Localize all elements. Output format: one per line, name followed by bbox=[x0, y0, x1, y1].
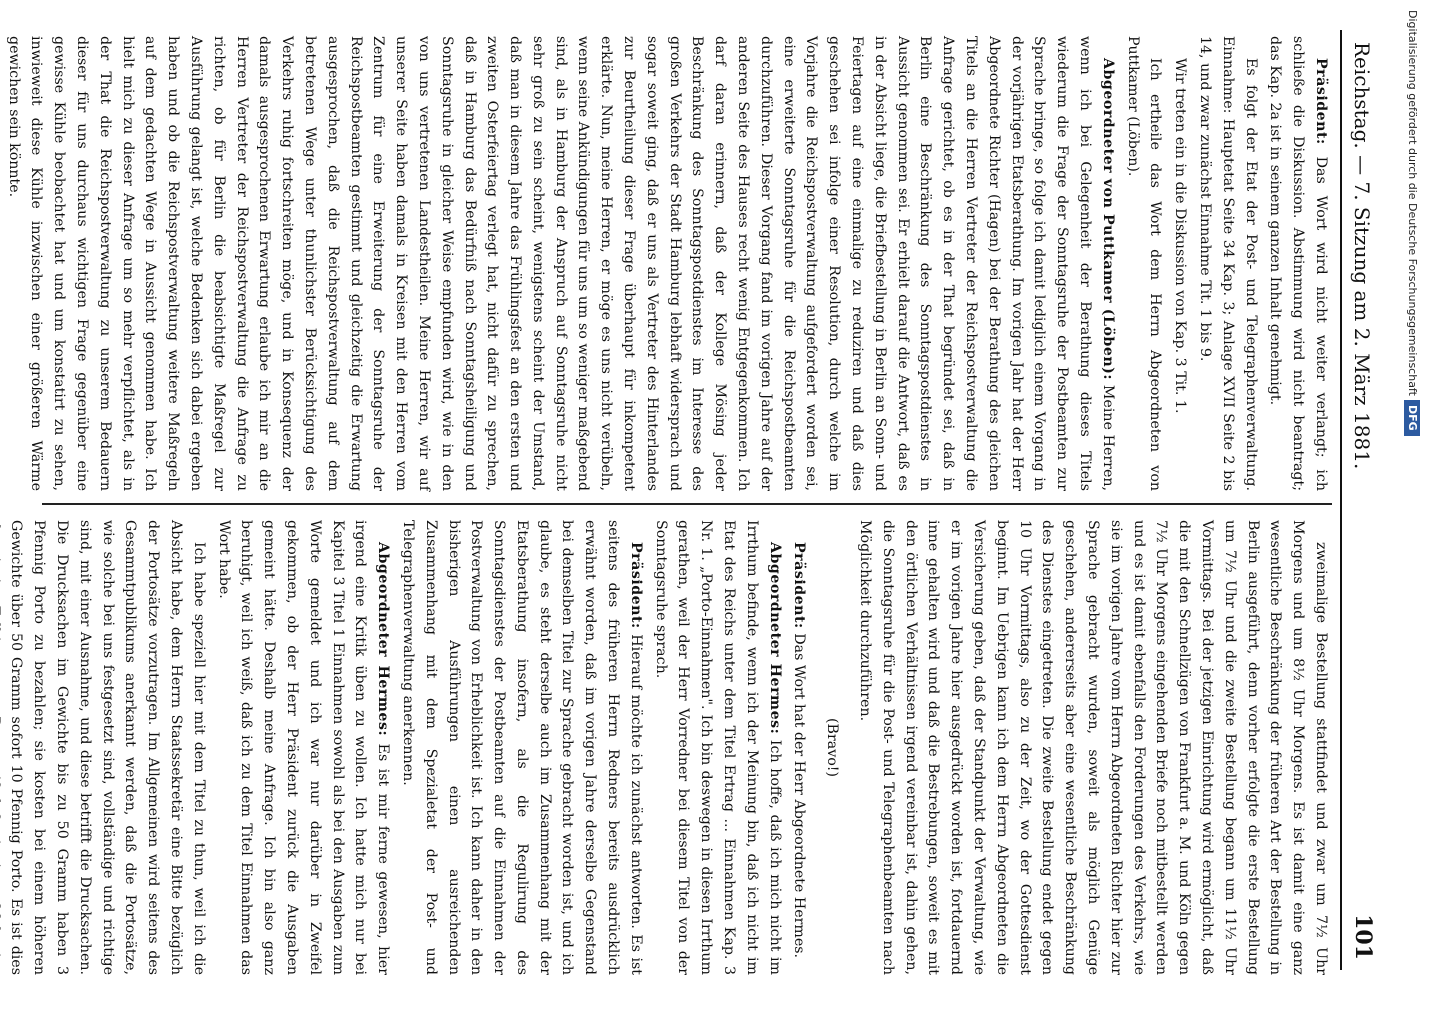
speaker-name: Abgeordneter von Puttkamer (Löben): bbox=[1099, 58, 1116, 381]
paragraph bbox=[1264, 36, 1332, 491]
paragraph bbox=[788, 520, 811, 975]
paragraph bbox=[1193, 36, 1261, 491]
page-number: 101 bbox=[1350, 914, 1376, 960]
paragraph-text: Es ist mir ferne gewesen, hier irgend eine Kritik üben zu wollen. Ich hatte mich nur bei Kapitel 3 Titel 1 Einnahmen sowohl als bei den Ausgaben zum Worte gemeldet und ich war nur darüber in Zweifel gekommen, ob der Herr Präsident zurück die Ausgaben gemeint hätte. Deshalb meine Anfrage. Ich bin also ganz beruhigt, weil ich weiß, daß ich zu dem Titel Einnahmen das Wort habe. bbox=[215, 520, 392, 975]
paragraph-text: Das Wort hat der Herr Abgeordnete Hermes. bbox=[791, 633, 808, 959]
paragraph bbox=[396, 520, 647, 975]
paragraph-text: Hierauf möchte ich zunächst antworten. Es ist seitens des früheren Herrn Redners bereits ausdrücklich erwähnt worden, daß im vorigen Jahre derselbe Gegenstand bei demselben Titel zur Sprache gebracht worden ist, und ich glaube, es steht derselbe auch im Zusammenhang mit der Etatsberathung insofern, als die Regulirung des Sonntagsdienstes der Postbeamten auf die Einnahmen der Postverwaltung von Erheblichkeit ist. Ich kann daher in den bisherigen Ausführungen einen ausreichenden Zusammenhang mit dem Spezialetat der Post- und Telegraphenverwaltung anerkennen. bbox=[399, 520, 644, 975]
speaker-name: Präsident: bbox=[627, 542, 644, 629]
paragraph bbox=[853, 520, 1332, 975]
text-column-left bbox=[0, 36, 1332, 491]
paragraph-text: Es folgt der Etat der Post- und Telegraphenverwaltung. Einnahme: Hauptetat Seite 34 Kap. 3; Anlage XVII Seite 2 bis 14, und zwar zunächst Einnahme Tit. 1 bis 9. bbox=[1197, 36, 1259, 491]
paragraph-text: Meine Herren, wenn ich bei Gelegenheit der Berathung dieses Titels wiederum die Frage der Sonntagsruhe der Postbeamten zur Sprache bringe, so folge ich damit lediglich einem Vorgang in der vorjährigen Etatsberathung. Im vorigen Jahr hat der Herr Abgeordnete Richter (Hagen) bei der Berathung des gleichen Titels an die Herren Vertreter der Reichspostverwaltung die Anfrage gerichtet, ob es in der That begründet sei, daß in Berlin eine Beschränkung des Sonntagspostdienstes in Aussicht genommen sei. Er erhielt darauf die Antwort, daß es in der Absicht liege, die Briefbestellung in Berlin an Sonn- und Feiertagen auf eine einmalige zu reduziren und daß dies geschehen sei infolge einer Resolution, durch welche im Vorjahre die Reichspostverwaltung aufgefordert worden sei, eine erweiterte Sonntagsruhe für die Reichspostbeamten durchzuführen. Dieser Vorgang fand im vorigen Jahre auf der anderen Seite des Hauses recht wenig Entgegenkommen. Ich darf daran erinnern, daß der Kollege Mösing jeder Beschränkung des Sonntagspostdienstes im Interesse des großen Verkehrs der Stadt Hamburg lebhaft widersprach und sogar soweit ging, daß er uns als Vertreter des Hinterlandes zur Beurtheilung dieser Frage überhaupt für inkompetent erklärte. Nun, meine Herren, er möge es uns nicht verübeln, wenn seine Ankündigungen für uns um so weniger maßgebend sind, als in Hamburg der Anspruch auf Sonntagsruhe nicht sehr groß zu sein scheint, wenigstens scheint der Umstand, daß man in diesem Jahre das Frühlingsfest an den ersten und zweiten Osterfeiertag verlegt hat, nicht dafür zu sprechen, daß in Hamburg das Bedürfniß nach Sonntagsheiligung und Sonntagsruhe in gleicher Weise empfunden wird, wie in den von uns vertretenen Landestheilen. Meine Herren, wir auf unserer Seite haben damals in Kreisen mit den Herren vom Zentrum für eine Erweiterung der Sonntagsruhe der Reichspostbeamten gestimmt und gleichzeitig die Erwartung ausgesprochen, daß die Reichspostverwaltung auf dem betretenen Wege unter thunlichster Berücksichtigung des Verkehrs ruhig fortschreiten möge, und in Konsequenz der damals ausgesprochenen Erwartung erlaube ich mir an die Herren Vertreter der Reichspostverwaltung die Anfrage zu richten, ob für Berlin die beabsichtigte Maßregel zur Ausführung gelangt ist, welche Bedenken sich dabei ergeben haben und ob die Reichspostverwaltung weitere Maßregeln auf dem gedachten Wege in Aussicht genommen habe. Ich hielt mich zu dieser Anfrage um so mehr verpflichtet, als in der That die Reichspostverwaltung zu unserem Bedauern dieser für uns durchaus wichtigen Frage gegenüber eine gewisse Kühle beobachtet hat und um konstatirt zu sehen, inwieweit diese Kühle inzwischen einer größeren Wärme gewichen sein könnte. bbox=[5, 36, 1116, 491]
paragraph-text: Wir treten ein in die Diskussion von Kap. 3 Tit. 1. bbox=[1172, 58, 1189, 414]
header-title: Reichstag. — 7. Sitzung am 2. März 1881. bbox=[1350, 42, 1374, 470]
page-header bbox=[1340, 30, 1382, 970]
paragraph-text: Ich hoffe, daß ich mich nicht im Irrthum befinde, wenn ich der Meinung bin, daß ich nicht im Etat des Reichs unter dem Titel Ertrag ... Einnahmen Kap. 3 Nr. 1. „Porto-Einnahmen". Ich bin deswegen in diesen Irrthum gerathen, weil der Herr Vorredner bei diesem Titel von der Sonntagsruhe sprach. bbox=[652, 520, 783, 975]
paragraph bbox=[0, 520, 210, 975]
speaker-name: Abgeordneter Hermes: bbox=[375, 542, 392, 737]
speaker-name: Abgeordneter Hermes: bbox=[766, 542, 783, 735]
speaker-name: Präsident: bbox=[1313, 58, 1329, 145]
applause-note: (Bravo!) bbox=[824, 718, 841, 777]
paragraph bbox=[2, 36, 1119, 491]
paragraph bbox=[1121, 36, 1167, 491]
paragraph-text: zweimalige Bestellung stattfindet und zwar um 7½ Uhr Morgens und um 8½ Uhr Morgens. Es ist damit eine ganz wesentliche Beschränkung der früheren Art der Bestellung in Berlin ausgeführt, denn vorher erfolgte die erste Bestellung um 7½ Uhr und die zweite Bestellung begann um 11½ Uhr Vormittags. Bei der jetzigen Einrichtung wird ermöglicht, daß die mit den Schnellzügen von Frankfurt a. M. und Köln gegen 7½ Uhr Morgens eingehenden Briefe noch mitbestellt werden und es ist damit ebenfalls den Forderungen des Verkehrs, wie sie im vorigen Jahre vom Herrn Abgeordneten Richter hier zur Sprache gebracht wurden, soweit als möglich Genüge geschehen, andererseits aber eine wesentliche Beschränkung des Dienstes eingetreten. Die zweite Bestellung endet gegen 10 Uhr Vormittags, also zu der Zeit, wo der Gottesdienst beginnt. Im Uebrigen kann ich dem Herrn Abgeordneten die Versicherung geben, daß der Standpunkt der Verwaltung, wie er im vorigen Jahre hier ausgedrückt worden ist, fortdauernd inne gehalten wird und daß die Bestrebungen, soweit es mit den örtlichen Verhältnissen irgend vereinbar ist, dahin gehen, die Sonntagsruhe für die Post- und Telegraphenbeamten nach Möglichkeit durchzuführen. bbox=[857, 520, 1329, 975]
paragraph-text: Ich ertheile das Wort dem Herrn Abgeordneten von Puttkamer (Löben). bbox=[1124, 36, 1164, 491]
paragraph bbox=[1168, 36, 1191, 491]
speaker-name: Präsident: bbox=[791, 542, 808, 629]
funding-note: Digitalisierung gefördert durch die Deutsche Forschungsgemeinschaft bbox=[1406, 10, 1419, 396]
paragraph bbox=[649, 520, 786, 975]
dfg-logo: DFG bbox=[1404, 400, 1420, 436]
funding-sidebar bbox=[1400, 0, 1424, 1000]
paragraph-text: Das Wort wird nicht weiter verlangt; ich schließe die Diskussion. Abstimmung wird nicht beantragt; das Kap. 2a ist in seinem ganzen Inhalt genehmigt. bbox=[1267, 36, 1329, 491]
paragraph-text: Ich habe speziell hier mit dem Titel zu thun, weil ich die Absicht habe, dem Herrn Staatssekretär eine Bitte bezüglich der Portosätze vorzutragen. Im Allgemeinen wird seitens des Gesammtpublikums anerkannt werden, daß die Portosätze, wie solche bei uns festgesetzt sind, vollständige und richtige sind, mit einer Ausnahme, und diese betrifft die Drucksachen. Die Drucksachen im Gewichte bis zu 50 Gramm haben 3 Pfennig Porto zu bezahlen; sie kosten bei einem höheren Gewichte über 50 Gramm sofort 10 Pfennig Porto. Es ist dies bbox=[8, 520, 207, 975]
column-divider bbox=[42, 503, 1332, 505]
paragraph bbox=[212, 520, 394, 975]
text-column-right bbox=[0, 520, 1332, 975]
